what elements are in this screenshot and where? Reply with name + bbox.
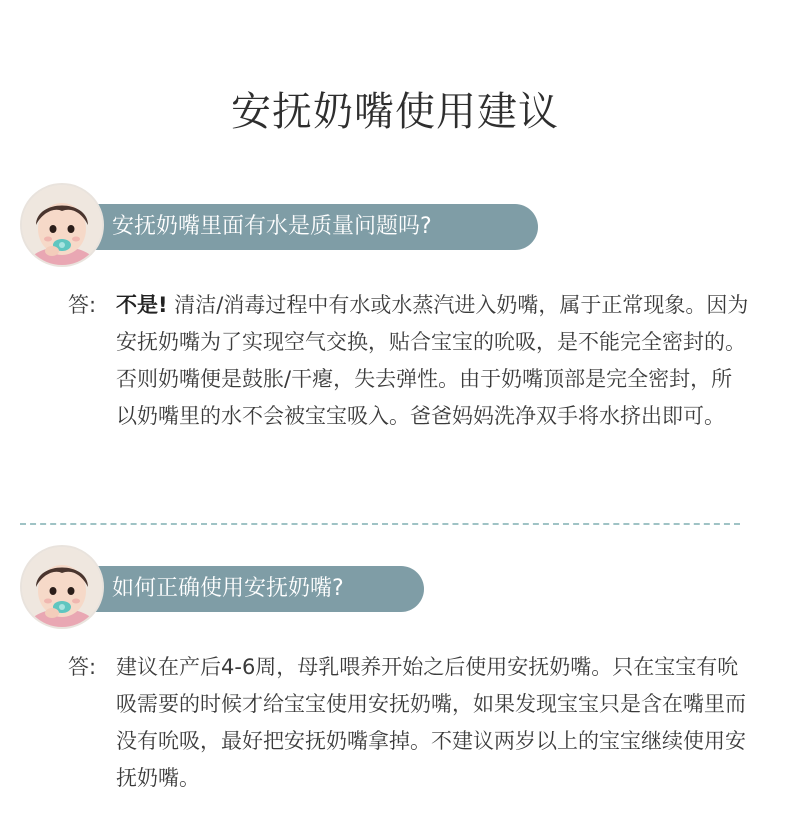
question-bubble: 安抚奶嘴里面有水是质量问题吗? bbox=[60, 204, 538, 250]
answer-block bbox=[68, 649, 752, 797]
answer-block bbox=[68, 287, 752, 435]
answer-label: 答: bbox=[68, 655, 97, 679]
answer-emphasis: 不是! bbox=[116, 293, 168, 317]
answer-body bbox=[116, 287, 752, 435]
answer-text: 建议在产后4-6周，母乳喂养开始之后使用安抚奶嘴。只在宝宝有吮吸需要的时候才给宝宝使用安抚奶嘴，如果发现宝宝只是含在嘴里而没有吮吸，最好把安抚奶嘴拿掉。不建议两岁以上的宝宝继续使用安抚奶嘴。 bbox=[116, 655, 746, 790]
question-bubble: 如何正确使用安抚奶嘴? bbox=[60, 566, 424, 612]
section-divider bbox=[20, 523, 740, 525]
baby-avatar-icon bbox=[22, 185, 102, 265]
answer-label: 答: bbox=[68, 293, 97, 317]
baby-avatar-icon bbox=[22, 547, 102, 627]
page-title: 安抚奶嘴使用建议 bbox=[231, 89, 559, 135]
answer-text: 清洁/消毒过程中有水或水蒸汽进入奶嘴，属于正常现象。因为安抚奶嘴为了实现空气交换，贴合宝宝的吮吸，是不能完全密封的。否则奶嘴便是鼓胀/干瘪，失去弹性。由于奶嘴顶部是完全密封，所以奶嘴里的水不会被宝宝吸入。爸爸妈妈洗净双手将水挤出即可。 bbox=[116, 293, 749, 428]
